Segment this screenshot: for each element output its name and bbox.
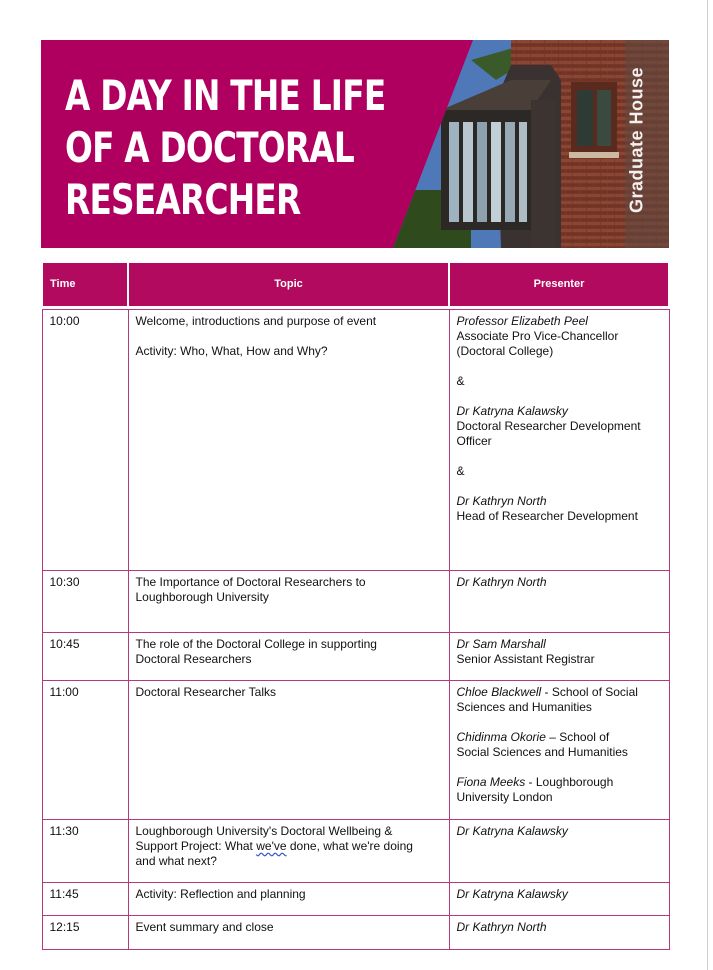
row-presenter	[449, 820, 669, 883]
table-row	[42, 883, 669, 916]
table-row	[42, 681, 669, 820]
presenter-name: Dr Kathryn North	[456, 575, 547, 589]
topic-line: Loughborough University's Doctoral Wellbeing &	[135, 824, 393, 838]
topic-line: Doctoral Researchers	[135, 652, 252, 666]
row-presenter	[449, 310, 669, 571]
row-topic: Activity: Reflection and planning	[128, 883, 449, 916]
table-row	[42, 310, 669, 571]
table-row	[42, 820, 669, 883]
presenter-name: Dr Kathryn North	[456, 494, 547, 508]
talk-presenter: Chloe Blackwell - School of Social Sciences and Humanities	[457, 685, 662, 715]
topic-line: Support Project: What we've done, what we're doing	[135, 839, 413, 853]
spellcheck-flagged-word: we've	[256, 839, 287, 853]
row-topic: Doctoral Researcher Talks	[128, 681, 449, 820]
banner-title-line-1: A DAY IN THE LIFE	[65, 71, 386, 120]
table-row	[42, 571, 669, 633]
presenter-name: Fiona Meeks	[456, 775, 526, 789]
presenter-separator: &	[456, 464, 465, 478]
row-presenter	[449, 681, 669, 820]
row-presenter	[449, 571, 669, 633]
topic-line: The role of the Doctoral College in supporting	[135, 637, 377, 651]
presenter-affiliation: School of Social	[551, 685, 638, 699]
row-topic	[128, 571, 449, 633]
presenter-name: Chidinma Okorie	[456, 730, 546, 744]
presenter-name: Dr Katryna Kalawsky	[456, 404, 568, 418]
row-presenter	[449, 633, 669, 681]
header-topic: Topic	[128, 263, 449, 306]
topic-line: Loughborough University	[135, 590, 269, 604]
presenter-name: Dr Katryna Kalawsky	[456, 824, 568, 838]
row-topic	[128, 633, 449, 681]
header-banner: A DAY IN THE LIFE OF A DOCTORAL RESEARCHER Graduate House	[41, 40, 669, 248]
row-time: 10:30	[42, 571, 128, 633]
presenter-affiliation: Social Sciences and Humanities	[456, 745, 628, 759]
table-header-row	[42, 263, 669, 306]
presenter-affiliation: Sciences and Humanities	[456, 700, 592, 714]
topic-line: and what next?	[135, 854, 217, 868]
table-row	[42, 633, 669, 681]
row-presenter	[449, 916, 669, 950]
topic-line: Welcome, introductions and purpose of event	[135, 314, 377, 328]
presenter-name: Dr Sam Marshall	[456, 637, 546, 651]
row-time: 11:45	[42, 883, 128, 916]
presenter-affiliation: School of	[559, 730, 610, 744]
agenda-table	[41, 263, 670, 950]
row-topic: Event summary and close	[128, 916, 449, 950]
presenter-name: Professor Elizabeth Peel	[456, 314, 588, 328]
banner-title-line-3: RESEARCHER	[65, 175, 301, 224]
presenter-role: Officer	[456, 434, 492, 448]
row-presenter	[449, 883, 669, 916]
talk-presenter: Fiona Meeks - Loughborough University London	[457, 775, 662, 805]
presenter-name: Chloe Blackwell	[456, 685, 542, 699]
banner-title	[65, 70, 385, 226]
presenter-affiliation: University London	[456, 790, 553, 804]
topic-line: Activity: Who, What, How and Why?	[135, 344, 328, 358]
presenter-name: Dr Kathryn North	[456, 920, 547, 934]
presenter-role: Associate Pro Vice-Chancellor	[456, 329, 619, 343]
talk-presenter: Chidinma Okorie – School of Social Sciences and Humanities	[457, 730, 662, 760]
row-time: 11:00	[42, 681, 128, 820]
row-time: 10:00	[42, 310, 128, 571]
presenter-role: (Doctoral College)	[456, 344, 554, 358]
presenter-role: Head of Researcher Development	[456, 509, 638, 523]
row-time: 12:15	[42, 916, 128, 950]
row-topic	[128, 310, 449, 571]
header-presenter: Presenter	[449, 263, 669, 306]
presenter-role: Senior Assistant Registrar	[456, 652, 595, 666]
presenter-name: Dr Katryna Kalawsky	[456, 887, 568, 901]
header-time: Time	[42, 263, 128, 306]
table-row	[42, 916, 669, 950]
presenter-affiliation: Loughborough	[535, 775, 614, 789]
row-time: 11:30	[42, 820, 128, 883]
topic-line: The Importance of Doctoral Researchers to	[135, 575, 366, 589]
presenter-role: Doctoral Researcher Development	[456, 419, 641, 433]
presenter-separator: &	[456, 374, 465, 388]
row-time: 10:45	[42, 633, 128, 681]
banner-title-line-2: OF A DOCTORAL	[65, 123, 354, 172]
row-topic	[128, 820, 449, 883]
